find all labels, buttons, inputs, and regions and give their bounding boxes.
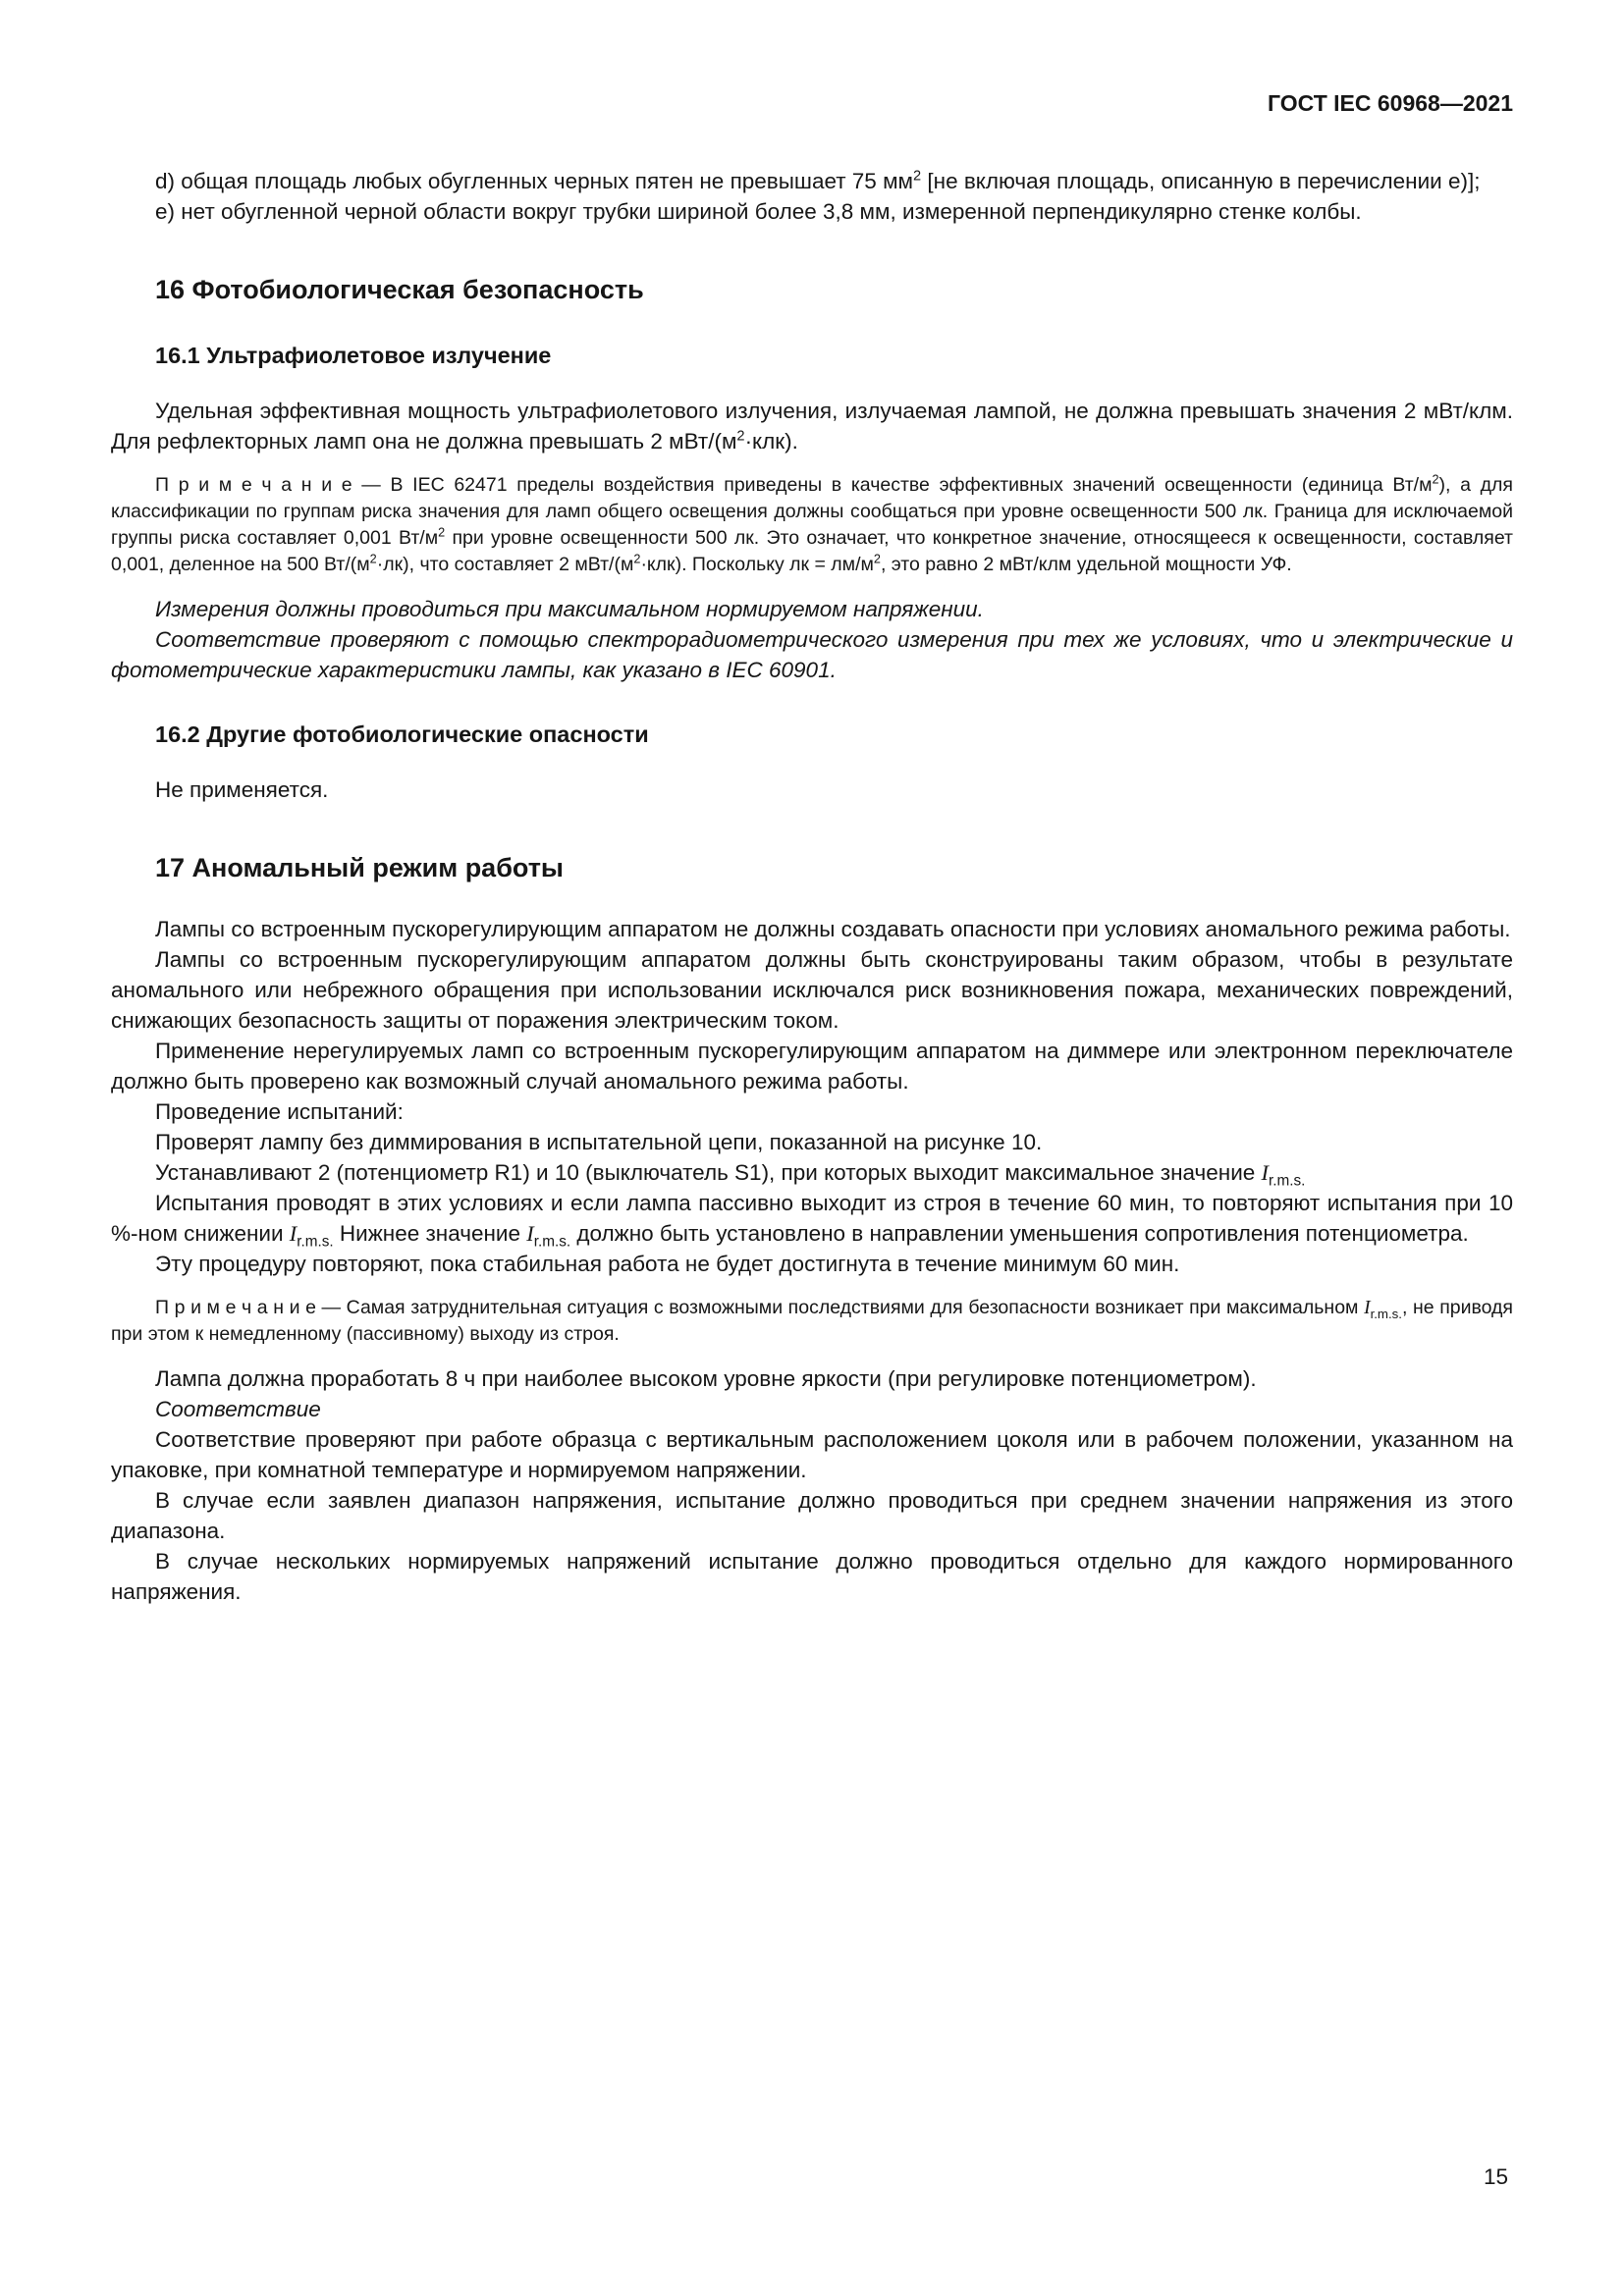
note-text: ), а для классификации по группам риска значения для ламп общего освещения должны сообщаться при уровне освещенности 500 лк. Граница для исключаемой группы риска составляет 0,001 Вт/м <box>111 474 1513 549</box>
paragraph-text: Нижнее значение <box>333 1221 527 1246</box>
subscript-rms: r.m.s. <box>297 1233 334 1251</box>
paragraph-17-4: Проведение испытаний: <box>155 1099 404 1124</box>
section-17-title: 17 Аномальный режим работы <box>155 853 564 882</box>
subscript-rms: r.m.s. <box>533 1233 571 1251</box>
paragraph-16-1-1 <box>111 396 1513 456</box>
superscript: 2 <box>369 552 377 566</box>
list-item-d-text: d) общая площадь любых обугленных черных пятен не превышает 75 мм <box>155 169 914 193</box>
section-16-1-title: 16.1 Ультрафиолетовое излучение <box>155 343 552 368</box>
subscript-rms: r.m.s. <box>1370 1306 1402 1321</box>
paragraph-17-7 <box>111 1188 1513 1249</box>
variable-I: I <box>1364 1298 1371 1318</box>
paragraph-17-3: Применение нерегулируемых ламп со встроенным пускорегулирующим аппаратом на диммере или электронном переключателе должно быть проверено как возможный случай аномального режима работы. <box>111 1039 1513 1094</box>
note-text: ·клк). Поскольку лк = лм/м <box>640 554 874 575</box>
paragraph-text: Удельная эффективная мощность ультрафиолетового излучения, излучаемая лампой, не должна превышать значения 2 мВт/клм. Для рефлекторных ламп она не должна превышать 2 мВт/(м <box>111 399 1513 454</box>
note-text: П р и м е ч а н и е — В IEC 62471 пределы воздействия приведены в качестве эффективных значений освещенности (единица Вт/м <box>155 474 1433 496</box>
list-item-d <box>111 166 1513 196</box>
page-number: 15 <box>1483 2164 1508 2189</box>
note-text: при уровне освещенности 500 лк. Это означает, что конкретное значение, относящееся к освещенности, составляет 0,001, деленное на 500 Вт/(м <box>111 527 1513 575</box>
paragraph-17-9: Лампа должна проработать 8 ч при наиболее высоком уровне яркости (при регулировке потенциометром). <box>155 1366 1257 1391</box>
note-17 <box>111 1295 1513 1348</box>
paragraph-17-8: Эту процедуру повторяют, пока стабильная работа не будет достигнута в течение минимум 60 мин. <box>155 1252 1180 1276</box>
note-text: , это равно 2 мВт/клм удельной мощности УФ. <box>880 554 1292 575</box>
superscript: 2 <box>633 552 641 566</box>
list-item-e: е) нет обугленной черной области вокруг трубки шириной более 3,8 мм, измеренной перпендикулярно стенке колбы. <box>155 199 1362 224</box>
paragraph-16-1-2: Измерения должны проводиться при максимальном нормируемом напряжении. <box>155 597 984 621</box>
note-text: ·лк), что составляет 2 мВт/(м <box>376 554 634 575</box>
note-text: П р и м е ч а н и е — Самая затруднительная ситуация с возможными последствиями для безопасности возникает при максимальном <box>155 1297 1365 1318</box>
paragraph-text: Испытания проводят в этих условиях и если лампа пассивно выходит из строя в течение 60 мин, то повторяют испытания при 10 %-ном снижении <box>111 1191 1513 1246</box>
superscript: 2 <box>913 168 922 185</box>
paragraph-17-10: Соответствие <box>155 1397 321 1421</box>
paragraph-text: должно быть установлено в направлении уменьшения сопротивления потенциометра. <box>570 1221 1469 1246</box>
variable-I: I <box>289 1221 298 1246</box>
section-16-2-title: 16.2 Другие фотобиологические опасности <box>155 721 649 747</box>
superscript: 2 <box>873 552 881 566</box>
list-item-d-text: [не включая площадь, описанную в перечислении е)]; <box>921 169 1481 193</box>
paragraph-17-11: Соответствие проверяют при работе образца с вертикальным расположением цоколя или в рабочем положении, указанном на упаковке, при комнатной температуре и нормируемом напряжении. <box>111 1427 1513 1482</box>
doc-number: ГОСТ IEC 60968—2021 <box>1268 90 1513 116</box>
paragraph-text: Устанавливают 2 (потенциометр R1) и 10 (выключатель S1), при которых выходит максимальное значение <box>155 1160 1262 1185</box>
paragraph-17-13: В случае нескольких нормируемых напряжений испытание должно проводиться отдельно для каждого нормированного напряжения. <box>111 1549 1513 1604</box>
paragraph-17-5: Проверят лампу без диммирования в испытательной цепи, показанной на рисунке 10. <box>155 1130 1043 1154</box>
paragraph-17-6 <box>111 1157 1513 1188</box>
paragraph-16-1-3: Соответствие проверяют с помощью спектрорадиометрического измерения при тех же условиях, что и электрические и фотометрические характеристики лампы, как указано в IEC 60901. <box>111 627 1513 682</box>
paragraph-17-12: В случае если заявлен диапазон напряжения, испытание должно проводиться при среднем значении напряжения из этого диапазона. <box>111 1488 1513 1543</box>
paragraph-17-2: Лампы со встроенным пускорегулирующим аппаратом должны быть сконструированы таким образом, чтобы в результате аномального или небрежного обращения при использовании исключался риск возникновения пожара, механических повреждений, снижающих безопасность защиты от поражения электрическим током. <box>111 947 1513 1033</box>
superscript: 2 <box>736 428 745 445</box>
note-text: , не приводя при этом к немедленному (пассивному) выходу из строя. <box>111 1297 1513 1345</box>
subscript-rms: r.m.s. <box>1269 1172 1306 1190</box>
variable-I: I <box>1261 1160 1270 1185</box>
page-content <box>111 90 1513 1607</box>
paragraph-17-1: Лампы со встроенным пускорегулирующим аппаратом не должны создавать опасности при условиях аномального режима работы. <box>155 917 1511 941</box>
superscript: 2 <box>438 525 446 540</box>
paragraph-text: ·клк). <box>744 429 798 454</box>
note-16-1 <box>111 472 1513 578</box>
section-16-title: 16 Фотобиологическая безопасность <box>155 275 644 304</box>
superscript: 2 <box>1432 472 1439 487</box>
variable-I: I <box>526 1221 534 1246</box>
paragraph-16-2-1: Не применяется. <box>155 777 329 802</box>
